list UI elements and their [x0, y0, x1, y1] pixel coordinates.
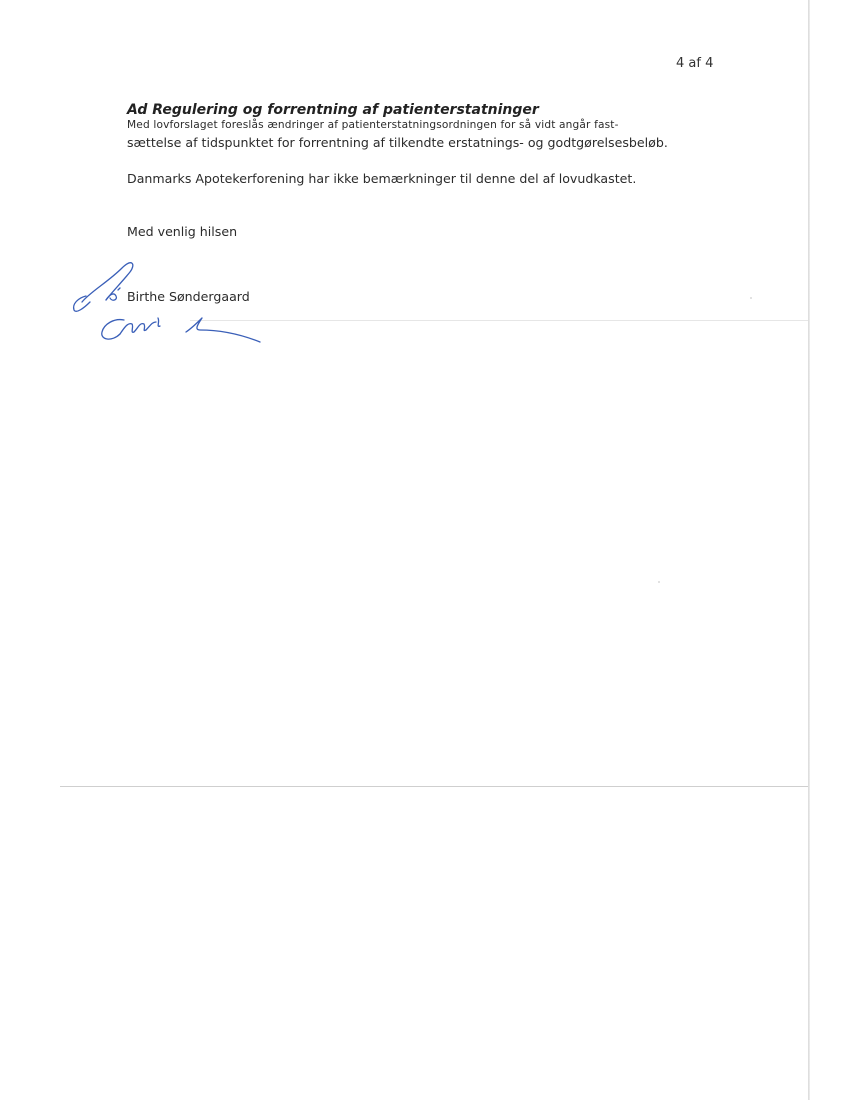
handwritten-signature — [60, 252, 280, 352]
scan-speck — [658, 581, 660, 583]
closing-greeting: Med venlig hilsen — [127, 224, 238, 239]
scan-artifact-line — [190, 320, 808, 321]
scan-speck — [750, 297, 752, 299]
paragraph-line: Med lovforslaget foreslås ændringer af patienterstatningsordningen for så vidt angår fast- — [127, 119, 619, 131]
paragraph: Danmarks Apotekerforening har ikke bemærkninger til denne del af lovudkastet. — [127, 171, 637, 186]
paragraph-line: sættelse af tidspunktet for forrentning af tilkendte erstatnings- og godtgørelsesbeløb. — [127, 135, 668, 150]
page-number: 4 af 4 — [676, 56, 714, 71]
page-edge-shadow — [808, 0, 810, 1100]
scan-artifact-line — [60, 786, 808, 787]
signer-name: Birthe Søndergaard — [127, 289, 250, 304]
section-heading: Ad Regulering og forrentning af patienterstatninger — [127, 102, 539, 118]
